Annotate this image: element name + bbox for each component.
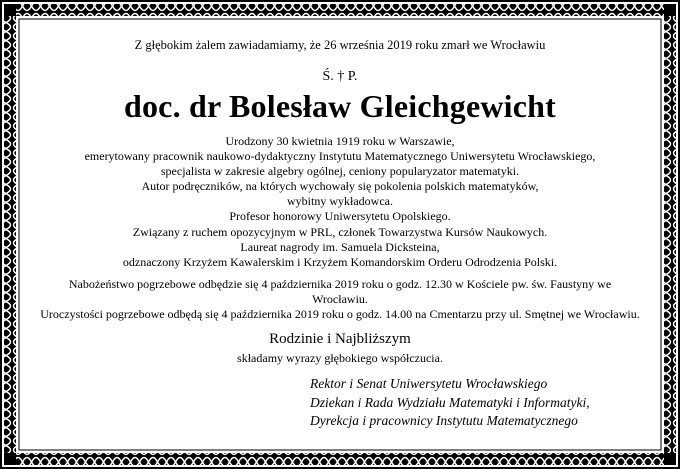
bio-line: Związany z ruchem opozycyjnym w PRL, członek Towarzystwa Kursów Naukowych.: [132, 224, 548, 239]
deceased-name: doc. dr Bolesław Gleichgewicht: [123, 88, 557, 124]
bio-line: Urodzony 30 kwietnia 1919 roku w Warszawie,: [225, 134, 455, 148]
family-heading: Rodzinie i Najbliższym: [269, 331, 411, 347]
intro-text: Z głębokim żalem zawiadamiamy, że 26 września 2019 roku zmarł we Wrocławiu: [134, 38, 546, 52]
condolence-text: składamy wyrazy głębokiego współczucia.: [237, 351, 443, 365]
funeral-line: Uroczystości pogrzebowe odbędą się 4 października 2019 roku o godz. 14.00 na Cmentarzu przy ul. Smętnej we Wrocławiu.: [40, 307, 640, 322]
signatory-line: Dyrekcja i pracownicy Instytutu Matematycznego: [310, 413, 578, 429]
cross-line: Ś. † P.: [322, 69, 358, 84]
bio-line: Autor podręczników, na których wychowały się pokolenia polskich matematyków,: [141, 179, 539, 194]
bio-line: Profesor honorowy Uniwersytetu Opolskiego.: [229, 209, 451, 224]
bio-line: wybitny wykładowca.: [287, 194, 393, 209]
bio-line: odznaczony Krzyżem Kawalerskim i Krzyżem Komandorskim Orderu Odrodzenia Polski.: [122, 254, 558, 269]
signatories: [310, 375, 590, 431]
funeral-info: [22, 277, 658, 322]
biography: [22, 134, 658, 270]
obituary-notice: [22, 22, 658, 447]
signatory-line: Dziekan i Rada Wydziału Matematyki i Informatyki,: [310, 394, 590, 410]
funeral-line: Nabożeństwo pogrzebowe odbędzie się 4 października 2019 roku o godz. 12.30 w Kościele pw. św. Faustyny we: [68, 277, 612, 291]
signatory-line: Rektor i Senat Uniwersytetu Wrocławskiego: [310, 376, 548, 391]
bio-line: specjalista w zakresie algebry ogólnej, ceniony popularyzator matematyki.: [160, 164, 520, 179]
funeral-line: Wrocławiu.: [312, 292, 368, 307]
bio-line: Laureat nagrody im. Samuela Dicksteina,: [240, 239, 440, 254]
bio-line: emerytowany pracownik naukowo-dydaktyczny Instytutu Matematycznego Uniwersytetu Wrocławskiego,: [84, 149, 596, 164]
